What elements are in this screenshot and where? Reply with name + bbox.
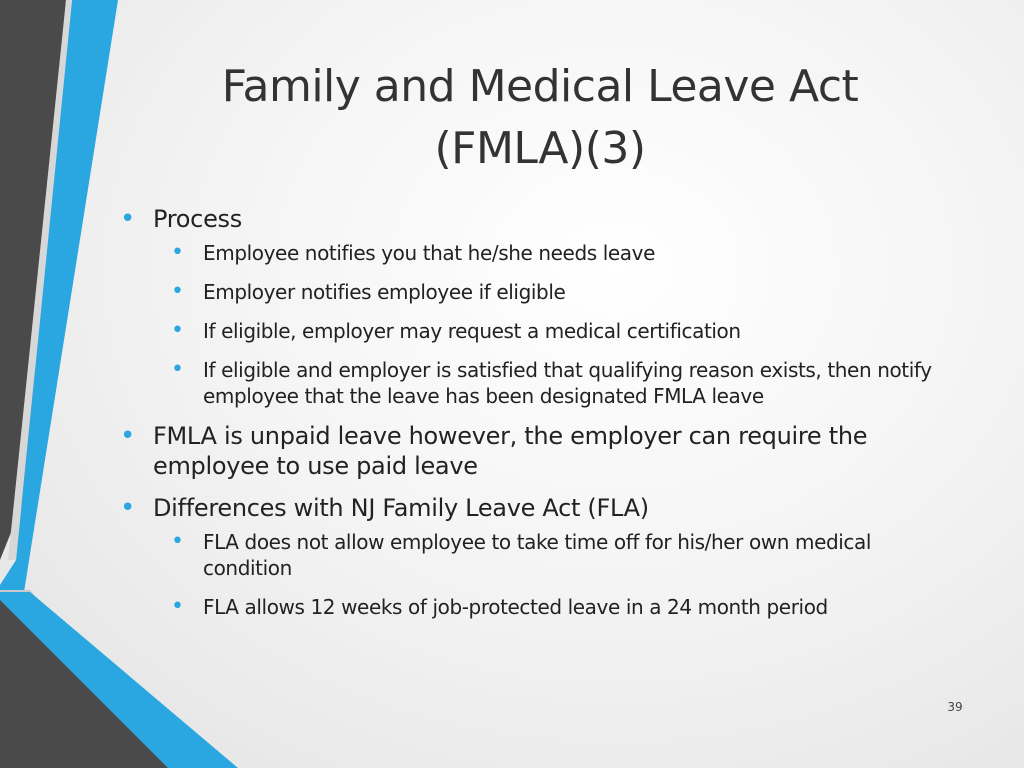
- slide-title-line-1: Family and Medical Leave Act: [221, 61, 859, 112]
- bullet-dot-icon: •: [171, 357, 184, 382]
- sub-bullet-list: [153, 240, 940, 409]
- sub-bullet-item: [153, 279, 940, 305]
- bullet-dot-icon: •: [171, 279, 184, 304]
- bullet-nj-differences: [120, 493, 940, 620]
- sub-bullet-item: [153, 318, 940, 344]
- sub-bullet-item: [153, 240, 940, 266]
- sub-bullet-text: FLA does not allow employee to take time off for his/her own medical condition: [203, 530, 872, 580]
- sub-bullet-item: [153, 357, 940, 409]
- bullet-dot-icon: •: [171, 594, 184, 619]
- bullet-process: [120, 204, 940, 409]
- slide-title: [150, 56, 930, 180]
- bullet-dot-icon: •: [120, 421, 136, 451]
- sub-bullet-text: Employer notifies employee if eligible: [203, 280, 566, 304]
- bullet-text: FMLA is unpaid leave however, the employer can require the employee to use paid leave: [153, 422, 868, 480]
- sub-bullet-item: [153, 594, 940, 620]
- bullet-dot-icon: •: [171, 240, 184, 265]
- sub-bullet-list: [153, 529, 940, 620]
- slide-number: 39: [947, 700, 963, 714]
- bullet-text: Differences with NJ Family Leave Act (FLA): [153, 494, 649, 522]
- bullet-text: Process: [153, 205, 242, 233]
- sub-bullet-text: If eligible, employer may request a medical certification: [203, 319, 741, 343]
- slide-title-line-2: (FMLA)(3): [434, 123, 646, 174]
- sub-bullet-item: [153, 529, 940, 581]
- bullet-list: [120, 204, 940, 633]
- bullet-fmla-unpaid: [120, 421, 940, 481]
- sub-bullet-text: Employee notifies you that he/she needs leave: [203, 241, 655, 265]
- bullet-dot-icon: •: [120, 493, 136, 523]
- bullet-dot-icon: •: [171, 529, 184, 554]
- bullet-dot-icon: •: [171, 318, 184, 343]
- bullet-dot-icon: •: [120, 204, 136, 234]
- sub-bullet-text: FLA allows 12 weeks of job-protected leave in a 24 month period: [203, 595, 828, 619]
- sub-bullet-text: If eligible and employer is satisfied that qualifying reason exists, then notify employee that the leave has been designated FMLA leave: [203, 358, 932, 408]
